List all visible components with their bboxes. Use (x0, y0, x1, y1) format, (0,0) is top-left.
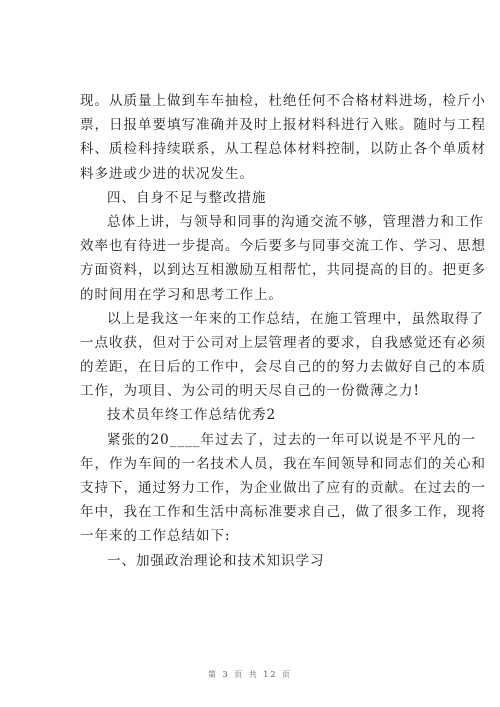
text-line: 科、质检科持续联系，从工程总体材料控制，以防止各个单质材 (80, 141, 486, 158)
heading-text: 四、自身不足与整改措施 (107, 189, 267, 206)
text-line: 年中，我在工作和生活中高标准要求自己，做了很多工作，现将 (80, 504, 486, 521)
text-line: 料多进或少进的状况发生。 (80, 165, 254, 182)
paragraph-material-inspection (80, 89, 486, 186)
text-line: 的差距，在日后的工作中，会尽自己的的努力去做好自己的本质 (80, 359, 486, 376)
text-line: 现。从质量上做到车车抽检，杜绝任何不合格材料进场，检斤小 (80, 93, 486, 109)
text-line: 支持下，通过努力工作，为企业做出了应有的贡献。在过去的一 (80, 480, 486, 496)
text-line: 工作，为项目、为公司的明天尽自己的一份微薄之力! (80, 383, 420, 400)
text-line: 效率也有待进一步提高。今后要多与同事交流工作、学习、思想 (80, 238, 486, 255)
document-body (80, 89, 486, 573)
text-line: 方面资料，以到达互相激励互相帮忙，共同提高的目的。把更多 (80, 262, 486, 279)
page-number-footer: 第 3 页 共 12 页 (208, 670, 292, 679)
text-line: 的时间用在学习和思考工作上。 (80, 286, 283, 303)
text-line: 一年来的工作总结如下: (80, 528, 231, 545)
text-line: 以上是我这一年来的工作总结，在施工管理中，虽然取得了 (107, 310, 484, 327)
paragraph-shortcomings (80, 210, 486, 307)
heading-text: 一、加强政治理论和技术知识学习 (107, 552, 325, 569)
text-line: 总体上讲，与领导和同事的沟通交流不够，管理潜力和工作 (107, 213, 484, 230)
section-heading-shortcomings (80, 186, 430, 210)
section-heading-political-study (80, 549, 430, 573)
paragraph-conclusion (80, 307, 486, 404)
section-title-summary-2 (80, 403, 430, 427)
text-line: 紧张的20____年过去了，过去的一年可以说是不平凡的一 (107, 431, 477, 448)
text-line: 票，日报单要填写准确并及时上报材料科进行入账。随时与工程 (80, 117, 486, 134)
text-line: 一点收获，但对于公司对上层管理者的要求，自我感觉还有必须 (80, 334, 486, 351)
paragraph-intro-year (80, 428, 486, 549)
text-line: 年，作为车间的一名技术人员，我在车间领导和同志们的关心和 (80, 455, 486, 472)
heading-text: 技术员年终工作总结优秀2 (107, 407, 277, 424)
